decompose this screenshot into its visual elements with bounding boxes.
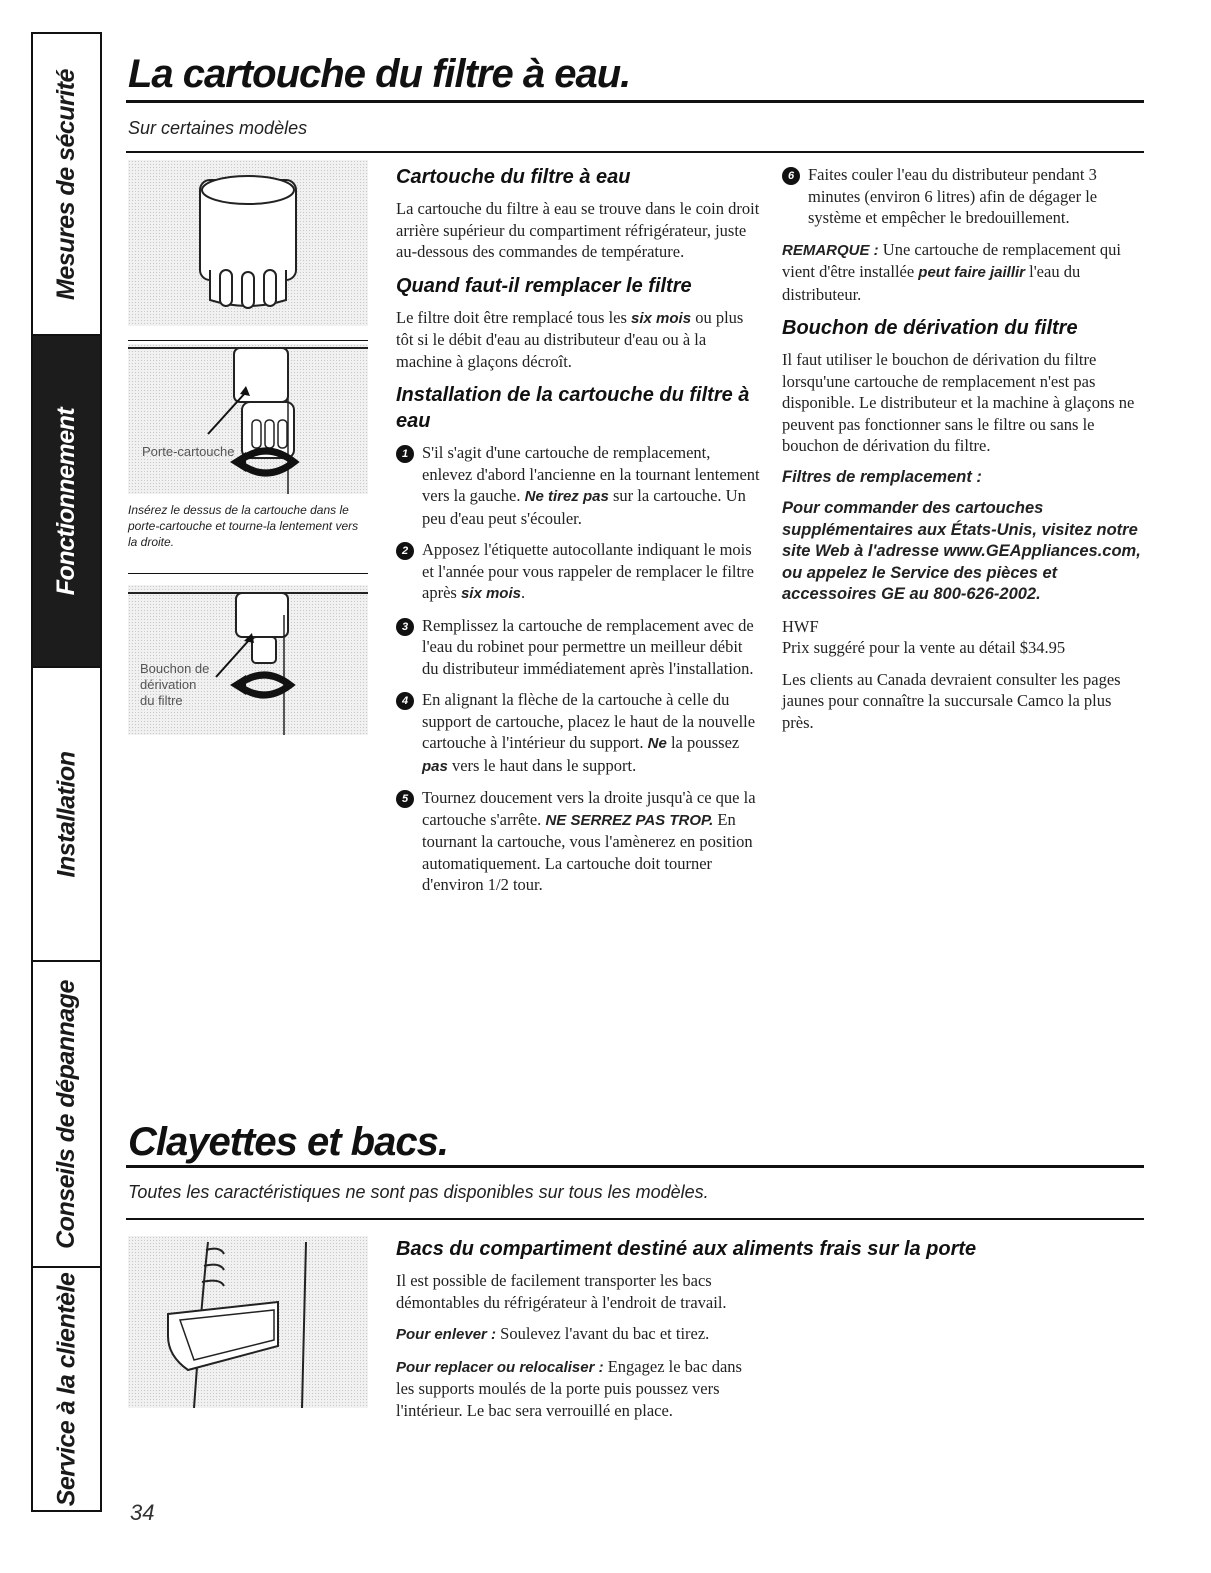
figure-rule (128, 573, 368, 574)
step-number-icon: 3 (396, 618, 414, 636)
heading-filtres-remplacement: Filtres de remplacement : (782, 467, 982, 486)
tab-installation[interactable] (33, 668, 100, 962)
filter-instructions-column (396, 164, 762, 906)
text-run: ou plus tôt si le débit d'eau au distributeur d'eau ou à la machine à glaçons décroît. (396, 307, 744, 371)
step-number-icon: 6 (782, 167, 800, 185)
replace-instructions (396, 1356, 762, 1422)
emphasis: six mois (631, 309, 692, 327)
heading-bacs: Bacs du compartiment destiné aux aliments frais sur la porte (396, 1238, 977, 1260)
price-line: Prix suggéré pour la vente au détail $34.95 (782, 638, 1066, 657)
heading-bouchon: Bouchon de dérivation du filtre (782, 317, 1078, 339)
text-run: Une cartouche de remplacement qui vient d'être installée (782, 239, 1122, 281)
tab-conseils-de-depannage[interactable] (33, 962, 100, 1268)
sidebar-nav (31, 32, 102, 1512)
bypass-label-line3: du filtre (140, 693, 183, 708)
emphasis: Pour replacer ou relocaliser : (396, 1358, 604, 1376)
figure-caption: Insérez le dessus de la cartouche dans le porte-cartouche et tourne-la lentement vers la droite. (128, 503, 359, 549)
bypass-plug-illustration (128, 585, 368, 735)
door-bins-column (396, 1236, 1156, 1431)
step-number-icon: 1 (396, 445, 414, 463)
remark-paragraph (782, 239, 1144, 306)
bypass-label-line1: Bouchon de (140, 661, 210, 676)
tab-label: Fonctionnement (52, 407, 80, 595)
emphasis: REMARQUE : (782, 241, 879, 259)
step-number-icon: 4 (396, 692, 414, 710)
text-run: . (520, 583, 526, 602)
emphasis: Ne tirez pas (524, 488, 609, 505)
text-run: Remplissez la cartouche de remplacement avec de l'eau du robinet pour permettre un meilleur débit du distributeur immédiatement après l'installation. (422, 615, 754, 678)
remove-instructions (396, 1323, 762, 1346)
paragraph-quand (396, 307, 762, 373)
step-4 (396, 689, 762, 777)
section-subtitle: Sur certaines modèles (128, 118, 308, 138)
cartridge-holder-illustration (128, 344, 368, 494)
paragraph-bacs: Il est possible de facilement transporter les bacs démontables du réfrigérateur à l'endroit de travail. (396, 1271, 727, 1312)
heading-installation: Installation de la cartouche du filtre à eau (396, 384, 750, 432)
tab-service-a-la-clientele[interactable] (33, 1268, 100, 1510)
heading-quand: Quand faut-il remplacer le filtre (396, 274, 692, 297)
text-run: S'il s'agit d'une cartouche de remplacement, enlevez d'abord l'ancienne en la tournant lentement vers la gauche. (422, 443, 760, 505)
emphasis: peut faire jaillir (918, 264, 1025, 281)
step-number-icon: 2 (396, 542, 414, 560)
filter-info-column (782, 164, 1144, 743)
step-5 (396, 787, 762, 896)
model-number: HWF (782, 616, 819, 636)
step-number-icon: 5 (396, 790, 414, 808)
section-subtitle: Toutes les caractéristiques ne sont pas disponibles sur tous les modèles. (128, 1182, 709, 1202)
emphasis: Pour enlever : (396, 1326, 497, 1343)
paragraph-bouchon: Il faut utiliser le bouchon de dérivation du filtre lorsqu'une cartouche de remplacement n'est pas disponible. Le distributeur et la machine à glaçons ne peuvent pas fonctionner sans le filtre ou sans le bouchon de dérivation du filtre. (782, 350, 1135, 455)
text-run: la poussez (666, 733, 740, 752)
text-run: En tournant la cartouche, vous l'amènerez en position automatiquement. La cartouche doit tourner d'environ 1/2 tour. (422, 809, 753, 894)
step-6 (782, 164, 1144, 229)
section-title: La cartouche du filtre à eau. (128, 52, 631, 96)
step-1 (396, 442, 762, 529)
order-info: Pour commander des cartouches supplémentaires aux États-Unis, visitez notre site Web à l'adresse www.GEAppliances.com, ou appelez le Service des pièces et accessoires GE au 800-626-2002. (782, 499, 1141, 603)
emphasis: NE SERREZ PAS TROP. (545, 811, 714, 829)
text-run: Faites couler l'eau du distributeur pendant 3 minutes (environ 6 litres) afin de dégager le système et empêcher le bredouillement. (808, 165, 1098, 227)
text-run: sur la cartouche. Un peu d'eau peut s'écouler. (422, 486, 746, 528)
section-rule (126, 151, 1144, 153)
title-rule (126, 1165, 1144, 1168)
text-run: Engagez le bac dans les supports moulés de la porte puis poussez vers l'intérieur. Le bac sera verrouillé en place. (396, 1356, 742, 1420)
paragraph-cartouche: La cartouche du filtre à eau se trouve dans le coin droit arrière supérieur du compartiment réfrigérateur, juste au-dessous des commandes de température. (396, 199, 760, 261)
tab-fonctionnement[interactable] (33, 336, 100, 668)
section-title-clayettes: Clayettes et bacs. (128, 1120, 448, 1164)
step-2 (396, 539, 762, 605)
tab-label: Installation (52, 751, 80, 877)
bypass-label-line2: dérivation (140, 677, 197, 692)
emphasis: pas (422, 757, 448, 775)
tab-mesures-de-securite[interactable] (33, 34, 100, 336)
tab-label: Service à la clientèle (52, 1272, 81, 1506)
heading-cartouche: Cartouche du filtre à eau (396, 166, 631, 188)
section-rule (126, 1218, 1144, 1220)
step-3 (396, 615, 762, 680)
filter-cartridge-illustration (128, 160, 368, 326)
text-run: l'eau du distributeur. (782, 262, 1081, 304)
door-bin-illustration (128, 1236, 368, 1408)
tab-label: Mesures de sécurité (52, 68, 80, 300)
text-run: vers le haut dans le support. (447, 755, 637, 775)
text-run: En alignant la flèche de la cartouche à celle du support de cartouche, placez le haut de la nouvelle cartouche à l'intérieur du support. (422, 690, 756, 752)
figure-rule (128, 340, 368, 341)
page-number: 34 (130, 1500, 155, 1525)
tab-label: Conseils de dépannage (52, 979, 80, 1249)
text-run: Tournez doucement vers la droite jusqu'à ce que la cartouche s'arrête. (422, 788, 756, 829)
emphasis: six mois (460, 585, 521, 602)
title-rule (126, 100, 1144, 103)
text-run: Soulevez l'avant du bac et tirez. (496, 1324, 710, 1343)
emphasis: Ne (647, 735, 667, 752)
text-run: Apposez l'étiquette autocollante indiquant le mois et l'année pour vous rappeler de remplacer le filtre après (422, 540, 754, 602)
holder-label: Porte-cartouche (142, 444, 235, 459)
paragraph-canada: Les clients au Canada devraient consulter les pages jaunes pour connaître la succursale Camco la plus près. (782, 669, 1121, 732)
text-run: Le filtre doit être remplacé tous les (396, 307, 632, 327)
